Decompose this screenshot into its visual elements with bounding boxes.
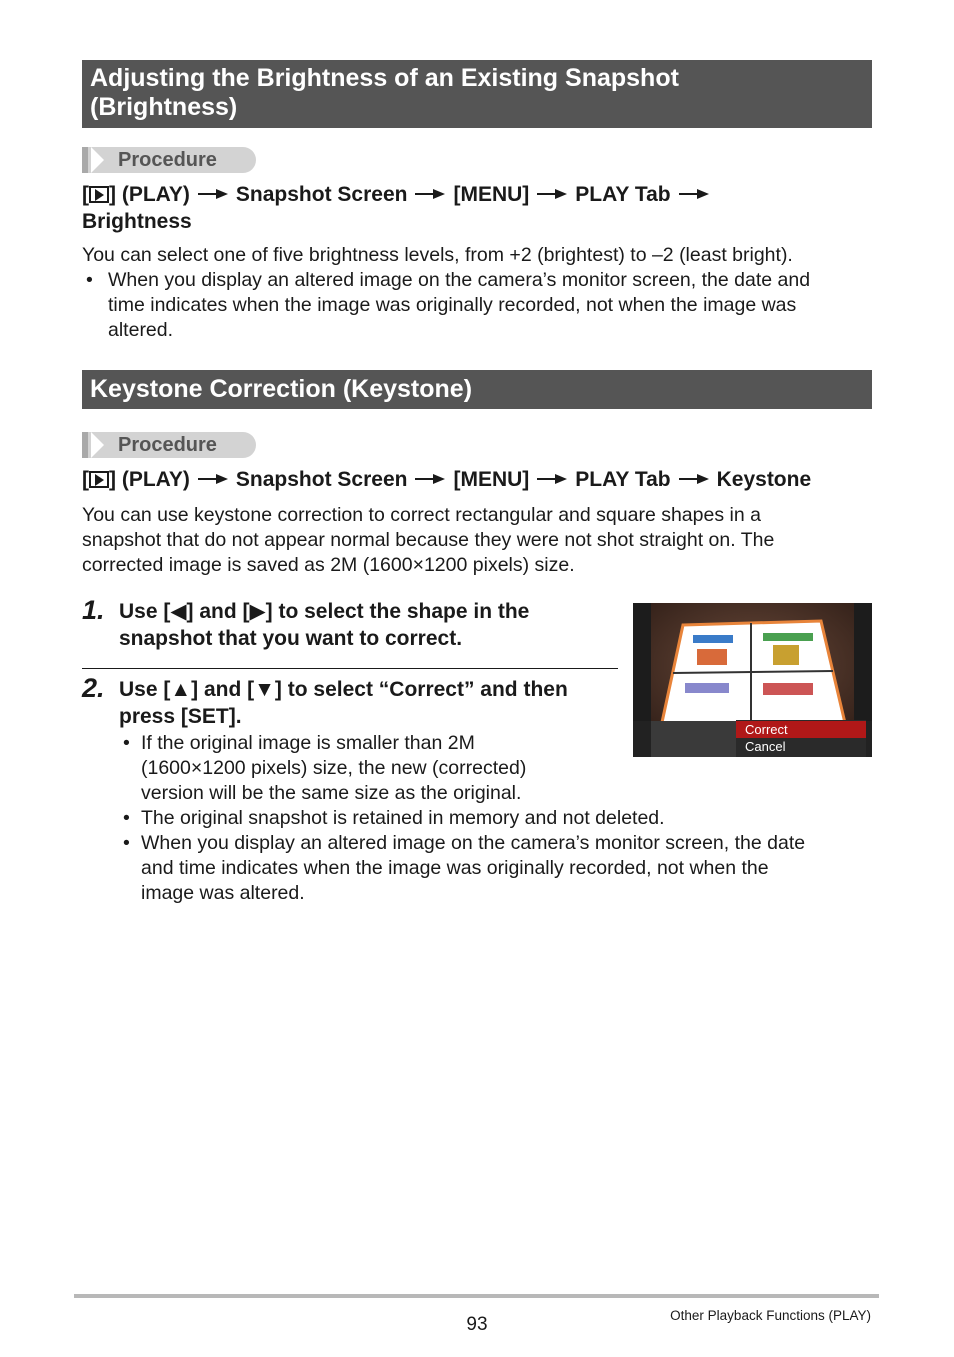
bracket-open: [ bbox=[82, 468, 89, 491]
procedure-path-keystone bbox=[82, 467, 811, 493]
procedure-label: Procedure bbox=[118, 434, 217, 456]
step-line: press [SET]. bbox=[119, 705, 242, 728]
section-title-line2: (Brightness) bbox=[90, 93, 238, 121]
step-2-note bbox=[123, 731, 603, 806]
bracket-open: [ bbox=[82, 183, 89, 206]
arrow-right-icon bbox=[415, 189, 445, 199]
step-2-note bbox=[123, 806, 863, 831]
arrow-right-icon bbox=[198, 474, 228, 484]
keystone-label: Keystone bbox=[716, 468, 812, 491]
chevron-right-icon bbox=[91, 432, 104, 458]
procedure-label: Procedure bbox=[118, 149, 217, 171]
note-line: When you display an altered image on the camera’s monitor screen, the date and bbox=[108, 269, 811, 291]
menu-label: [MENU] bbox=[453, 468, 530, 491]
arrow-right-icon bbox=[679, 189, 709, 199]
bullet-dot: • bbox=[123, 732, 130, 754]
menu-item-correct: Correct bbox=[745, 722, 788, 737]
section-header-keystone: Keystone Correction (Keystone) bbox=[82, 370, 872, 409]
play-tab-label: PLAY Tab bbox=[575, 183, 671, 206]
step-divider bbox=[82, 668, 618, 669]
note-line: The original snapshot is retained in memory and not deleted. bbox=[141, 807, 665, 829]
description-line: You can use keystone correction to correct rectangular and square shapes in a bbox=[82, 504, 761, 526]
arrow-right-icon bbox=[198, 189, 228, 199]
arrow-right-icon bbox=[679, 474, 709, 484]
play-tab-label: PLAY Tab bbox=[575, 468, 671, 491]
bullet-dot: • bbox=[86, 269, 93, 291]
arrow-right-icon bbox=[537, 189, 567, 199]
note-line: version will be the same size as the original. bbox=[141, 782, 522, 804]
procedure-tab bbox=[82, 432, 256, 458]
keystone-description bbox=[82, 503, 872, 578]
procedure-path-brightness-end: Brightness bbox=[82, 210, 192, 233]
procedure-stripe bbox=[82, 147, 88, 173]
brightness-note bbox=[86, 268, 876, 343]
note-line: and time indicates when the image was originally recorded, not when the bbox=[141, 857, 769, 879]
section-header-brightness bbox=[82, 60, 872, 128]
procedure-path-brightness bbox=[82, 182, 717, 208]
section-title-line1: Adjusting the Brightness of an Existing Snapshot bbox=[90, 64, 679, 92]
bullet-dot: • bbox=[123, 832, 130, 854]
menu-label: [MENU] bbox=[453, 183, 530, 206]
step-number: 1. bbox=[82, 595, 105, 625]
snapshot-screen-label: Snapshot Screen bbox=[235, 183, 408, 206]
arrow-right-icon bbox=[537, 474, 567, 484]
bullet-dot: • bbox=[123, 807, 130, 829]
note-line: (1600×1200 pixels) size, the new (corrected) bbox=[141, 757, 527, 779]
arrow-right-icon bbox=[415, 474, 445, 484]
step-number: 2. bbox=[82, 673, 105, 703]
menu-item-cancel: Cancel bbox=[745, 739, 786, 754]
procedure-stripe bbox=[82, 432, 88, 458]
chapter-title: Other Playback Functions (PLAY) bbox=[670, 1308, 871, 1323]
play-button-icon bbox=[89, 471, 109, 488]
play-label: ] (PLAY) bbox=[109, 183, 190, 206]
note-line: image was altered. bbox=[141, 882, 305, 904]
play-button-icon bbox=[89, 186, 109, 203]
note-line: If the original image is smaller than 2M bbox=[141, 732, 475, 754]
page-number: 93 bbox=[466, 1314, 488, 1335]
note-line: altered. bbox=[108, 319, 174, 341]
step-line: Use [▲] and [▼] to select “Correct” and then bbox=[119, 678, 568, 701]
footer-divider bbox=[74, 1294, 879, 1298]
procedure-tab bbox=[82, 147, 256, 173]
note-line: time indicates when the image was originally recorded, not when the image was bbox=[108, 294, 797, 316]
step-2-instruction bbox=[119, 676, 619, 730]
step-2-note bbox=[123, 831, 863, 906]
snapshot-screen-label: Snapshot Screen bbox=[235, 468, 408, 491]
description-line: corrected image is saved as 2M (1600×1200 pixels) size. bbox=[82, 554, 575, 576]
step-line: Use [◀] and [▶] to select the shape in the bbox=[119, 600, 530, 623]
description-line: snapshot that do not appear normal because they were not shot straight on. The bbox=[82, 529, 775, 551]
step-1-instruction bbox=[119, 598, 619, 652]
note-line: When you display an altered image on the camera’s monitor screen, the date bbox=[141, 832, 806, 854]
brightness-description: You can select one of five brightness levels, from +2 (brightest) to –2 (least bright). bbox=[82, 244, 793, 266]
play-label: ] (PLAY) bbox=[109, 468, 190, 491]
step-line: snapshot that you want to correct. bbox=[119, 627, 463, 650]
chevron-right-icon bbox=[91, 147, 104, 173]
